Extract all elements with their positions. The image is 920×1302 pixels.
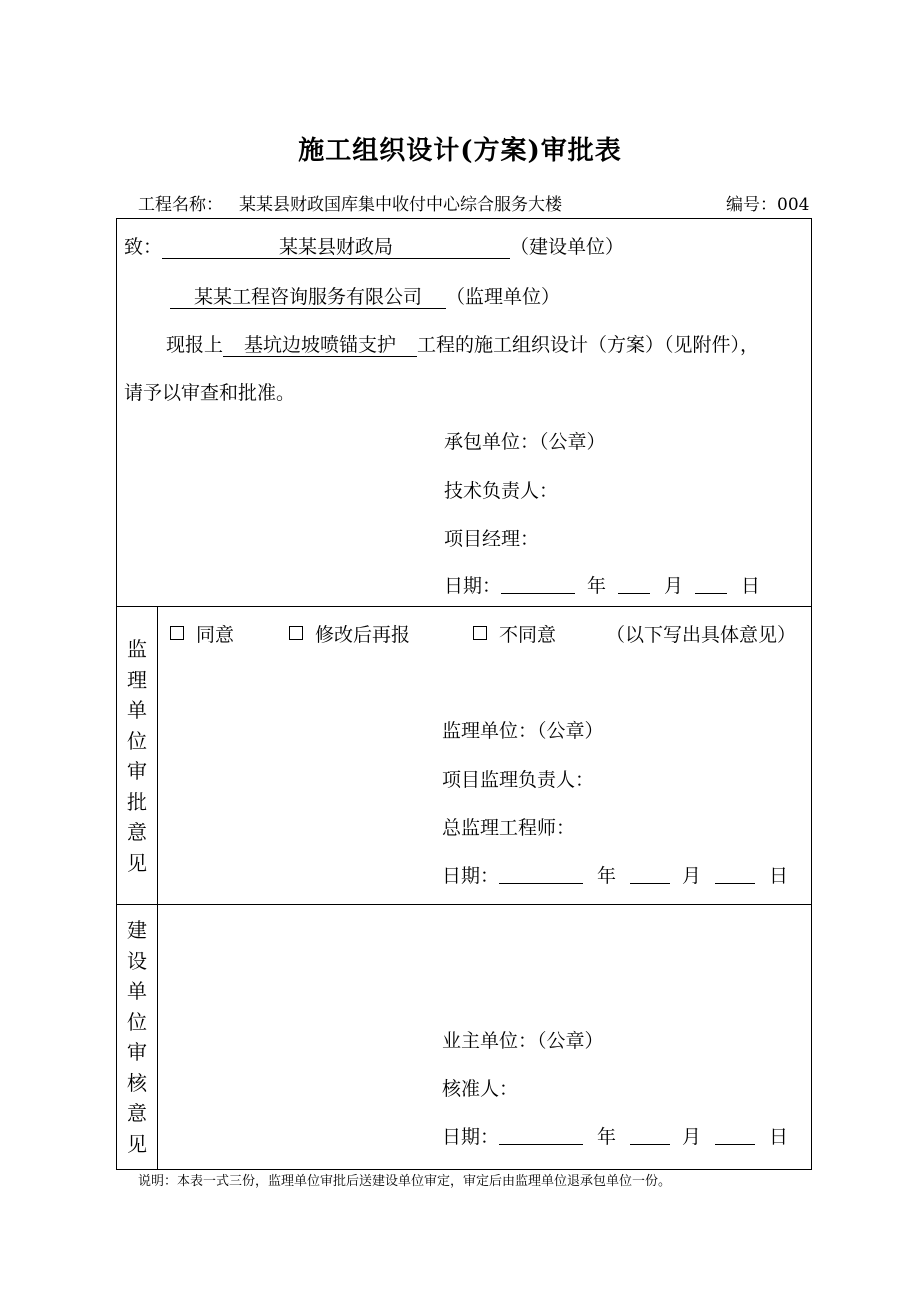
project-name-value: 某某县财政国库集中收付中心综合服务大楼 bbox=[239, 195, 562, 215]
disagree-label: 不同意 bbox=[499, 624, 557, 646]
project-supervisor: 项目监理负责人： bbox=[442, 769, 595, 791]
month-label: 月 bbox=[682, 1126, 702, 1148]
supervisor-opinion-side-label: 监 理 单 位 审 批 意 见 bbox=[127, 637, 147, 875]
revise-checkbox[interactable] bbox=[289, 626, 303, 640]
report-row bbox=[166, 330, 759, 357]
year-label: 年 bbox=[597, 1126, 617, 1148]
supervision-unit-seal: 监理单位：（公章） bbox=[442, 720, 604, 742]
report-project: 基坑边坡喷锚支护 bbox=[223, 334, 417, 357]
project-name-row bbox=[138, 190, 562, 215]
date-label: 日期： bbox=[442, 1126, 500, 1148]
revise-label: 修改后再报 bbox=[315, 624, 411, 646]
project-manager: 项目经理： bbox=[444, 528, 540, 550]
option-revise[interactable] bbox=[289, 620, 410, 647]
agree-checkbox[interactable] bbox=[170, 626, 184, 640]
owner-role: （建设单位） bbox=[510, 236, 625, 258]
report-prefix: 现报上 bbox=[166, 334, 224, 356]
date-row bbox=[442, 861, 788, 888]
day-label: 日 bbox=[769, 1126, 789, 1148]
report-suffix: 工程的施工组织设计（方案）（见附件）， bbox=[417, 334, 760, 356]
form-number-label: 编号： bbox=[726, 195, 777, 215]
date-row bbox=[442, 1122, 788, 1149]
option-disagree[interactable] bbox=[473, 620, 556, 647]
disagree-checkbox[interactable] bbox=[473, 626, 487, 640]
to-label: 致： bbox=[124, 236, 163, 258]
project-name-label: 工程名称： bbox=[138, 195, 223, 215]
supervisor-row bbox=[170, 282, 560, 309]
approver: 核准人： bbox=[442, 1078, 519, 1100]
owner-unit-seal: 业主单位：（公章） bbox=[442, 1030, 604, 1052]
agree-label: 同意 bbox=[196, 624, 235, 646]
contractor-seal: 承包单位：（公章） bbox=[444, 431, 606, 453]
month-blank[interactable] bbox=[630, 865, 670, 884]
to-row bbox=[124, 232, 624, 259]
year-label: 年 bbox=[597, 865, 617, 887]
column-divider bbox=[157, 606, 158, 1170]
day-blank[interactable] bbox=[695, 575, 727, 594]
year-blank[interactable] bbox=[499, 1126, 583, 1145]
month-blank[interactable] bbox=[630, 1126, 670, 1145]
day-label: 日 bbox=[741, 575, 761, 597]
date-row bbox=[444, 571, 760, 598]
day-label: 日 bbox=[769, 865, 789, 887]
month-label: 月 bbox=[664, 575, 684, 597]
owner-review-side-label: 建 设 单 位 审 核 意 见 bbox=[127, 918, 147, 1156]
chief-engineer: 总监理工程师： bbox=[442, 817, 576, 839]
row-divider bbox=[116, 904, 812, 905]
form-title: 施工组织设计(方案)审批表 bbox=[298, 136, 622, 166]
month-blank[interactable] bbox=[618, 575, 650, 594]
supervisor-role: （监理单位） bbox=[446, 286, 561, 308]
form-number bbox=[726, 190, 809, 215]
row-divider bbox=[116, 606, 812, 607]
supervisor-name: 某某工程咨询服务有限公司 bbox=[170, 286, 446, 309]
report-line2: 请予以审查和批准。 bbox=[124, 382, 296, 404]
year-label: 年 bbox=[587, 575, 607, 597]
date-label: 日期： bbox=[444, 575, 502, 597]
month-label: 月 bbox=[682, 865, 702, 887]
year-blank[interactable] bbox=[501, 575, 575, 594]
owner-name: 某某县财政局 bbox=[162, 236, 510, 259]
tech-lead: 技术负责人： bbox=[444, 480, 559, 502]
year-blank[interactable] bbox=[499, 865, 583, 884]
day-blank[interactable] bbox=[715, 1126, 755, 1145]
form-number-value: 004 bbox=[777, 195, 810, 215]
footnote: 说明：本表一式三份，监理单位审批后送建设单位审定，审定后由监理单位退承包单位一份。 bbox=[138, 1174, 672, 1189]
day-blank[interactable] bbox=[715, 865, 755, 884]
option-note: （以下写出具体意见） bbox=[606, 624, 797, 646]
date-label: 日期： bbox=[442, 865, 500, 887]
option-agree[interactable] bbox=[170, 620, 234, 647]
